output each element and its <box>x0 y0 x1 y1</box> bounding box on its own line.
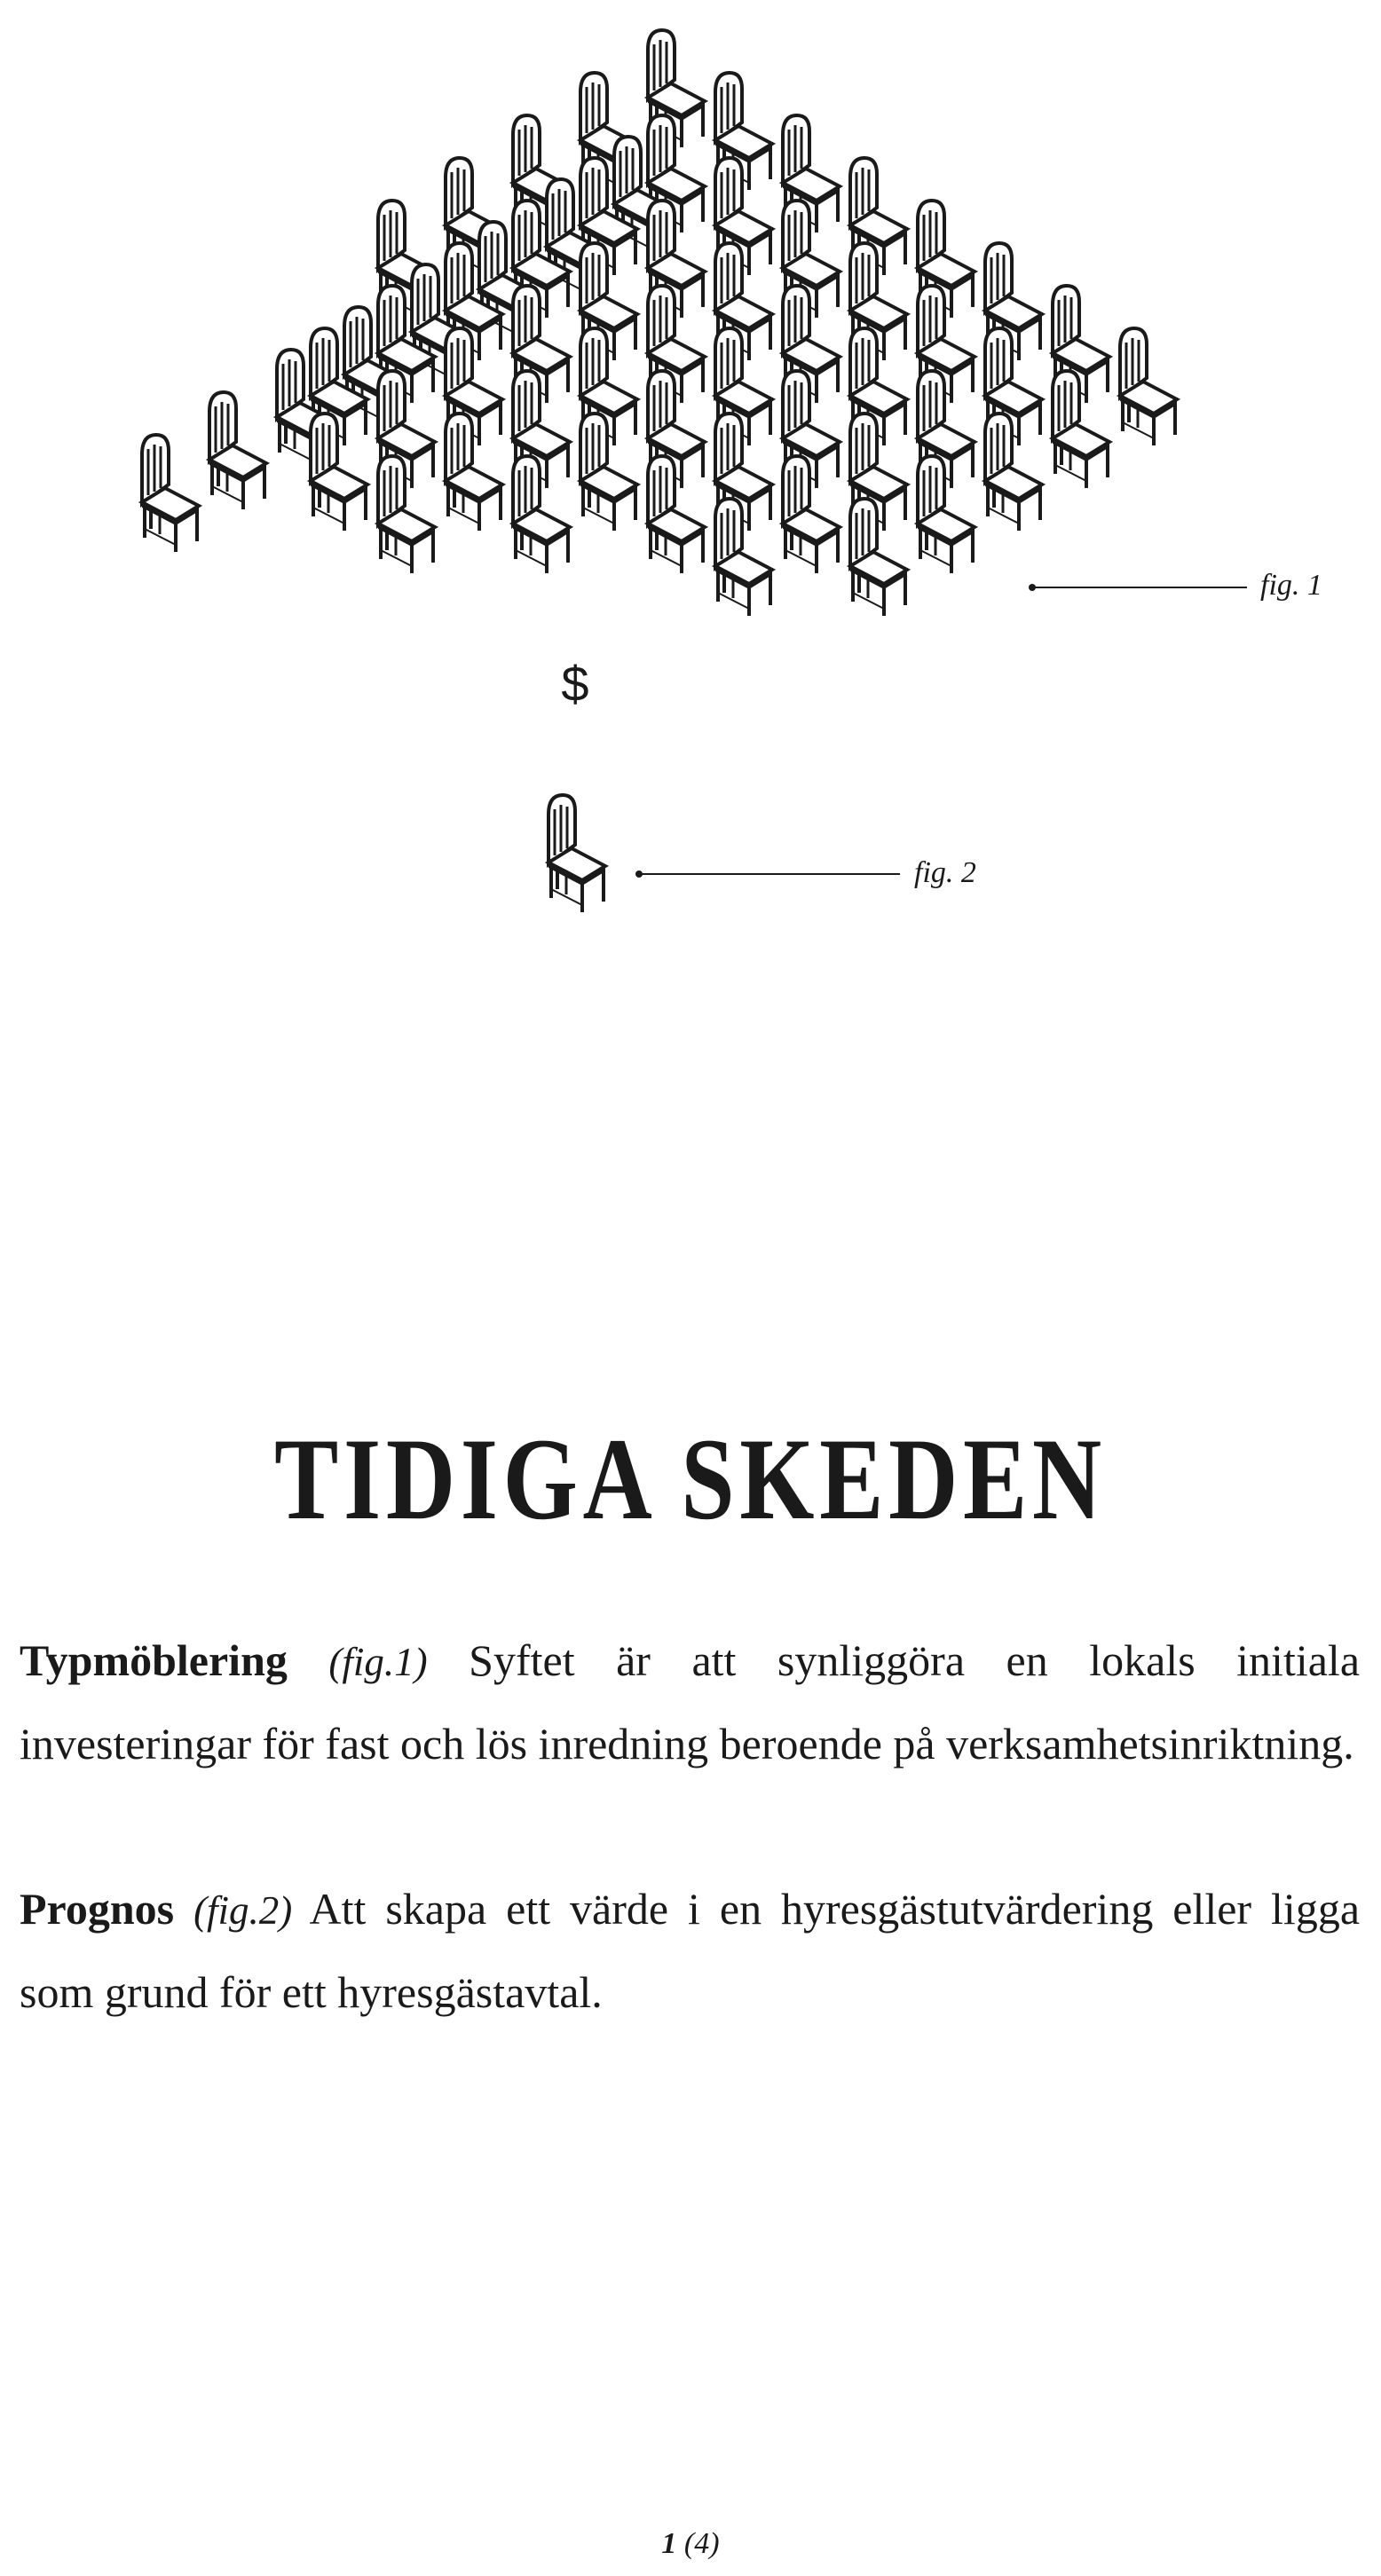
section-text: Syftet är att synliggöra en lokals initiala investeringar för fast och lös inredning beroende på verksamhetsinriktning. <box>20 1635 1361 1769</box>
chair-icon <box>918 456 975 573</box>
page-total: (4) <box>683 2527 720 2560</box>
section-text: Att skapa ett värde i en hyresgästutvärdering eller ligga som grund för ett hyresgästavtal. <box>20 1884 1361 2017</box>
chair-icon <box>1120 328 1177 445</box>
chair-fig2 <box>548 795 605 912</box>
chair-icon <box>580 414 637 531</box>
page-title: TIDIGA SKEDEN <box>274 1414 1107 1544</box>
chair-grid-illustration <box>0 0 1381 941</box>
chair-icon <box>311 414 367 531</box>
chair-icon <box>142 435 199 552</box>
chair-icon <box>715 499 772 616</box>
chair-icon <box>513 456 570 573</box>
chair-grid-fig1 <box>142 30 1177 616</box>
chair-icon <box>648 456 705 573</box>
chair-icon <box>1053 371 1109 488</box>
chair-icon <box>985 414 1042 531</box>
fig1-label: fig. 1 <box>1260 569 1322 602</box>
chair-icon <box>378 456 435 573</box>
page-number <box>0 2527 1381 2561</box>
chair-icon <box>783 456 840 573</box>
section-fig-ref: (fig.2) <box>193 1888 293 1933</box>
section-typmoblering <box>20 1619 1360 1784</box>
page-current: 1 <box>661 2527 677 2560</box>
section-prognos <box>20 1868 1360 2033</box>
section-term: Typmöblering <box>20 1635 288 1685</box>
fig2-label: fig. 2 <box>914 856 976 889</box>
chair-icon <box>446 414 502 531</box>
section-fig-ref: (fig.1) <box>328 1640 428 1684</box>
section-term: Prognos <box>20 1884 175 1934</box>
chair-icon <box>850 499 907 616</box>
dollar-sign: $ <box>561 656 589 712</box>
chair-icon <box>209 392 266 509</box>
